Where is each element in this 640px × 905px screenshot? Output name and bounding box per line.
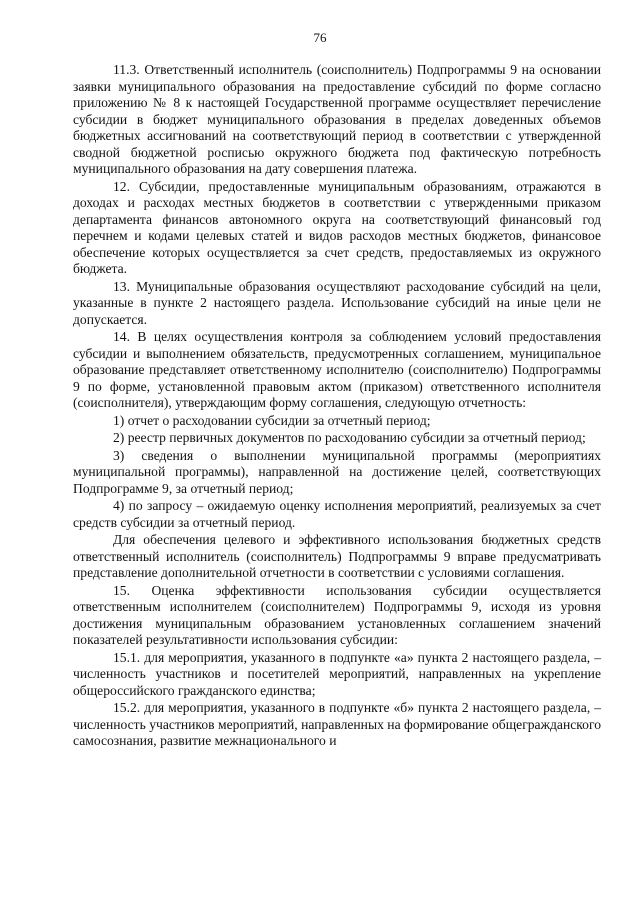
paragraph-15-2: 15.2. для мероприятия, указанного в подпункте «б» пункта 2 настоящего раздела, – численность участников мероприятий, направленных на формирование общегражданского самосознания, развитие межнационального и xyxy=(73,700,601,748)
paragraph-15-1: 15.1. для мероприятия, указанного в подпункте «а» пункта 2 настоящего раздела, – численность участников и посетителей мероприятий, направленных на укрепление общероссийского гражданского единства; xyxy=(73,649,601,698)
paragraph-12: 12. Субсидии, предоставленные муниципальным образованиям, отражаются в доходах и расходах местных бюджетов в соответствии с утвержденными приказом департамента финансов автономного округа на соответствующий финансовый год перечнем и кодами целевых статей и видов расходов местных бюджетов, финансовое обеспечение которых осуществляется за счет средств, предоставляемых из окружного бюджета. xyxy=(73,178,601,276)
list-item-3: 3) сведения о выполнении муниципальной программы (мероприятиях муниципальной программы), направленной на достижение целей, соответствующих Подпрограмме 9, за отчетный период; xyxy=(73,447,601,496)
list-item-2: 2) реестр первичных документов по расходованию субсидии за отчетный период; xyxy=(113,430,586,445)
paragraph-additional-reporting: Для обеспечения целевого и эффективного использования бюджетных средств ответственный исполнитель (соисполнитель) Подпрограммы 9 вправе предусматривать представление дополнительной отчетности в соответствии с условиями соглашения. xyxy=(73,532,601,580)
paragraph-11-3: 11.3. Ответственный исполнитель (соисполнитель) Подпрограммы 9 на основании заявки муниципального образования на предоставление субсидий по форме согласно приложению № 8 к настоящей Государственной программе осуществляет перечисление субсидии в бюджет муниципального образования в пределах доведенных объемов бюджетных ассигнований на соответствующий период в соответствии с утвержденной сводной бюджетной росписью окружного бюджета под фактическую потребность муниципального образования на дату совершения платежа. xyxy=(73,62,601,176)
paragraph-14: 14. В целях осуществления контроля за соблюдением условий предоставления субсидии и выполнением обязательств, предусмотренных соглашением, муниципальное образование представляет ответственному исполнителю (соисполнителю) Подпрограммы 9 по форме, установленной правовым актом (приказом) ответственного исполнителя (соисполнителя), утверждающим форму соглашения, следующую отчетность: xyxy=(73,329,601,410)
list-item-4: 4) по запросу – ожидаемую оценку исполнения мероприятий, реализуемых за счет средств субсидии за отчетный период. xyxy=(73,498,601,530)
page-number: 76 xyxy=(313,30,327,45)
document-body xyxy=(73,62,601,751)
paragraph-13: 13. Муниципальные образования осуществляют расходование субсидий на цели, указанные в пункте 2 настоящего раздела. Использование субсидий на иные цели не допускается. xyxy=(73,278,601,327)
list-item-1: 1) отчет о расходовании субсидии за отчетный период; xyxy=(113,412,431,428)
paragraph-15: 15. Оценка эффективности использования субсидии осуществляется ответственным исполнителем (соисполнителем) Подпрограммы 9, исходя из уровня достижения муниципальным образованием установленных соглашением значений показателей результативности использования субсидии: xyxy=(73,582,601,647)
